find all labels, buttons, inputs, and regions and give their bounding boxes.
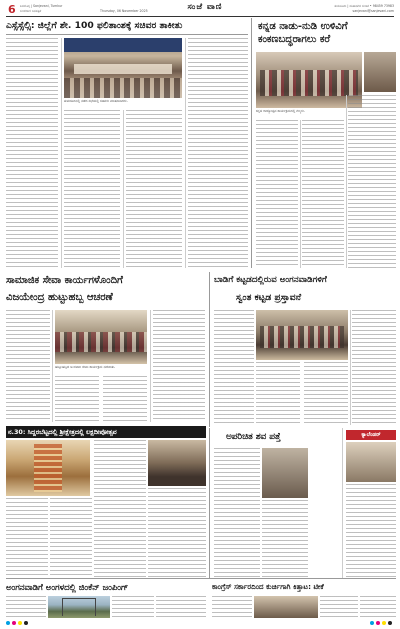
story5-col2-text [50, 498, 92, 578]
story1-col4-text [188, 38, 248, 268]
story2-caption: ಕನ್ನಡ ರಾಜ್ಯೋತ್ಸವ ಕಾರ್ಯಕ್ರಮದಲ್ಲಿ ಗಣ್ಯರು. [256, 109, 305, 113]
story7-photo [48, 596, 110, 618]
story2-col3-text [348, 95, 396, 268]
story5-col1-text [6, 498, 48, 578]
story8-col1-text [212, 596, 252, 618]
story1-headline: ಎಸ್ಸೆಸ್ಸೆಲ್ಸಿ: ಜಿಲ್ಲೆಗೆ ಶೇ. 100 ಫಲಿತಾಂಶಕ್ಕೆ ಸಚಿವರ ತಾಕೀತು [6, 20, 183, 31]
story3-headline-l2: ವಿಜಯೇಂದ್ರ ಹುಟ್ಟುಹಬ್ಬ ಆಚರಣೆ [6, 292, 113, 303]
story8-col3-text [360, 596, 396, 618]
header-rule [6, 16, 394, 17]
calendar-box-label: ಕ್ಯಾಲೆಂಡರ್ [346, 430, 396, 440]
story1-col3-text [126, 110, 182, 268]
header-right-line1: ತುಮಕೂರು | ಮಹಾನಗರ ಸಂಚಿಕೆ • 98459 73983 [334, 4, 394, 8]
story1-caption: ತುಮಕೂರಿನಲ್ಲಿ ನಡೆದ ಸಭೆಯಲ್ಲಿ ಸಚಿವರು ಮಾತನಾಡಿದರು. [64, 99, 128, 103]
story4-photo [256, 310, 348, 360]
story1-headline-rule [6, 34, 248, 35]
story5-col4-text [148, 488, 206, 578]
story2-col1-text [256, 120, 298, 268]
story6-col2-text [262, 500, 308, 578]
story4-col1-text [214, 310, 254, 425]
header-right-line2: sanjevani@sanjevani.com [352, 9, 394, 13]
story8-photo [254, 596, 318, 618]
story2-col2-text [302, 120, 344, 268]
story4-col4-text [352, 310, 396, 425]
story3-photo [55, 310, 147, 364]
story1-col1-text [6, 38, 58, 268]
footer-color-marks [6, 620, 394, 626]
story8-headline: ಕಾಂಗ್ರೆಸ್ ಸರ್ಕಾರದಿಂದ ಕುರ್ಚಿಗಾಗಿ ಕಿತ್ತಾಟ: ಟೀಕೆ [212, 582, 324, 591]
calendar-box-photo [346, 442, 396, 482]
story6-headline: ಅಪರಿಚಿತ ಶವ ಪತ್ತೆ [226, 432, 281, 442]
story3-headline-box [6, 272, 206, 306]
header-left-line2: ಸಂಜೆವಾಣಿ ದಿನಪತ್ರಿಕೆ [20, 9, 42, 13]
story7-headline: ಅಂಗನವಾಡಿಗೆ ಅಂಗಳದಲ್ಲಿ ಜಿಂಕೆನ್ ಜಂಪಿಂಗ್ [6, 582, 129, 592]
story5-photo-temple [6, 440, 90, 496]
story8-col2-text [320, 596, 358, 618]
story2-inset-photo [364, 52, 396, 92]
story4-col3-text [304, 362, 348, 425]
story1-col2-text [64, 110, 120, 268]
story3-col1-text [6, 310, 50, 422]
story3-headline-l1: ಸಾಮಾಜಿಕ ಸೇವಾ ಕಾರ್ಯಗಳೊಂದಿಗೆ [6, 275, 123, 286]
bottom-headline-rule [6, 578, 396, 579]
story5-col3-text [94, 440, 146, 578]
story7-col1-text [6, 596, 46, 618]
header-date: Thursday, 06 November 2025 [100, 9, 148, 13]
story4-headline-l2: ಸ್ವಂತ ಕಟ್ಟಡ ಪ್ರಸ್ತಾವನೆ [236, 292, 302, 303]
calendar-box-text [346, 484, 396, 578]
story6-photo [262, 448, 308, 498]
story5-photo-event [148, 440, 206, 486]
story5-headline: ನ.30: ಸಿದ್ದರಬೆಟ್ಟದಲ್ಲಿ ಶ್ರೀಕ್ಷೇತ್ರದಲ್ಲಿ ಲಕ್ಷದೀಪೋತ್ಸವ [8, 428, 117, 436]
story3-col3-text [103, 376, 147, 422]
story1-photo [64, 38, 182, 98]
story7-col2-text [112, 596, 154, 618]
page-number: 6 [8, 3, 16, 16]
story7-col3-text [156, 596, 206, 618]
masthead: ಸಂಜೆ ವಾಣಿ [187, 2, 223, 11]
story3-caption: ಹುಟ್ಟುಹಬ್ಬದ ಅಂಗವಾಗಿ ಸೇವಾ ಕಾರ್ಯಕ್ರಮ ನಡೆಯಿತು. [55, 365, 116, 369]
story4-headline-l1: ಬಾಡಿಗೆ ಕಟ್ಟಡದಲ್ಲಿರುವ ಅಂಗನವಾಡಿಗಳಿಗೆ [214, 275, 327, 285]
story3-col2-text [55, 376, 99, 422]
story4-col2-text [256, 362, 300, 425]
header-left-line1: ಶಿವಮೊಗ್ಗ | Sanjevani, Tumkur [20, 4, 63, 8]
story6-col1-text [214, 448, 260, 578]
story4-headline-box [214, 272, 396, 306]
story3-col4-text [153, 310, 205, 422]
story2-headline-l1: ಕನ್ನಡ ನಾಡು-ನುಡಿ ಉಳಿವಿಗೆ ಕಂಕಣಬದ್ಧರಾಗಲು ಕರೆ [258, 21, 348, 45]
